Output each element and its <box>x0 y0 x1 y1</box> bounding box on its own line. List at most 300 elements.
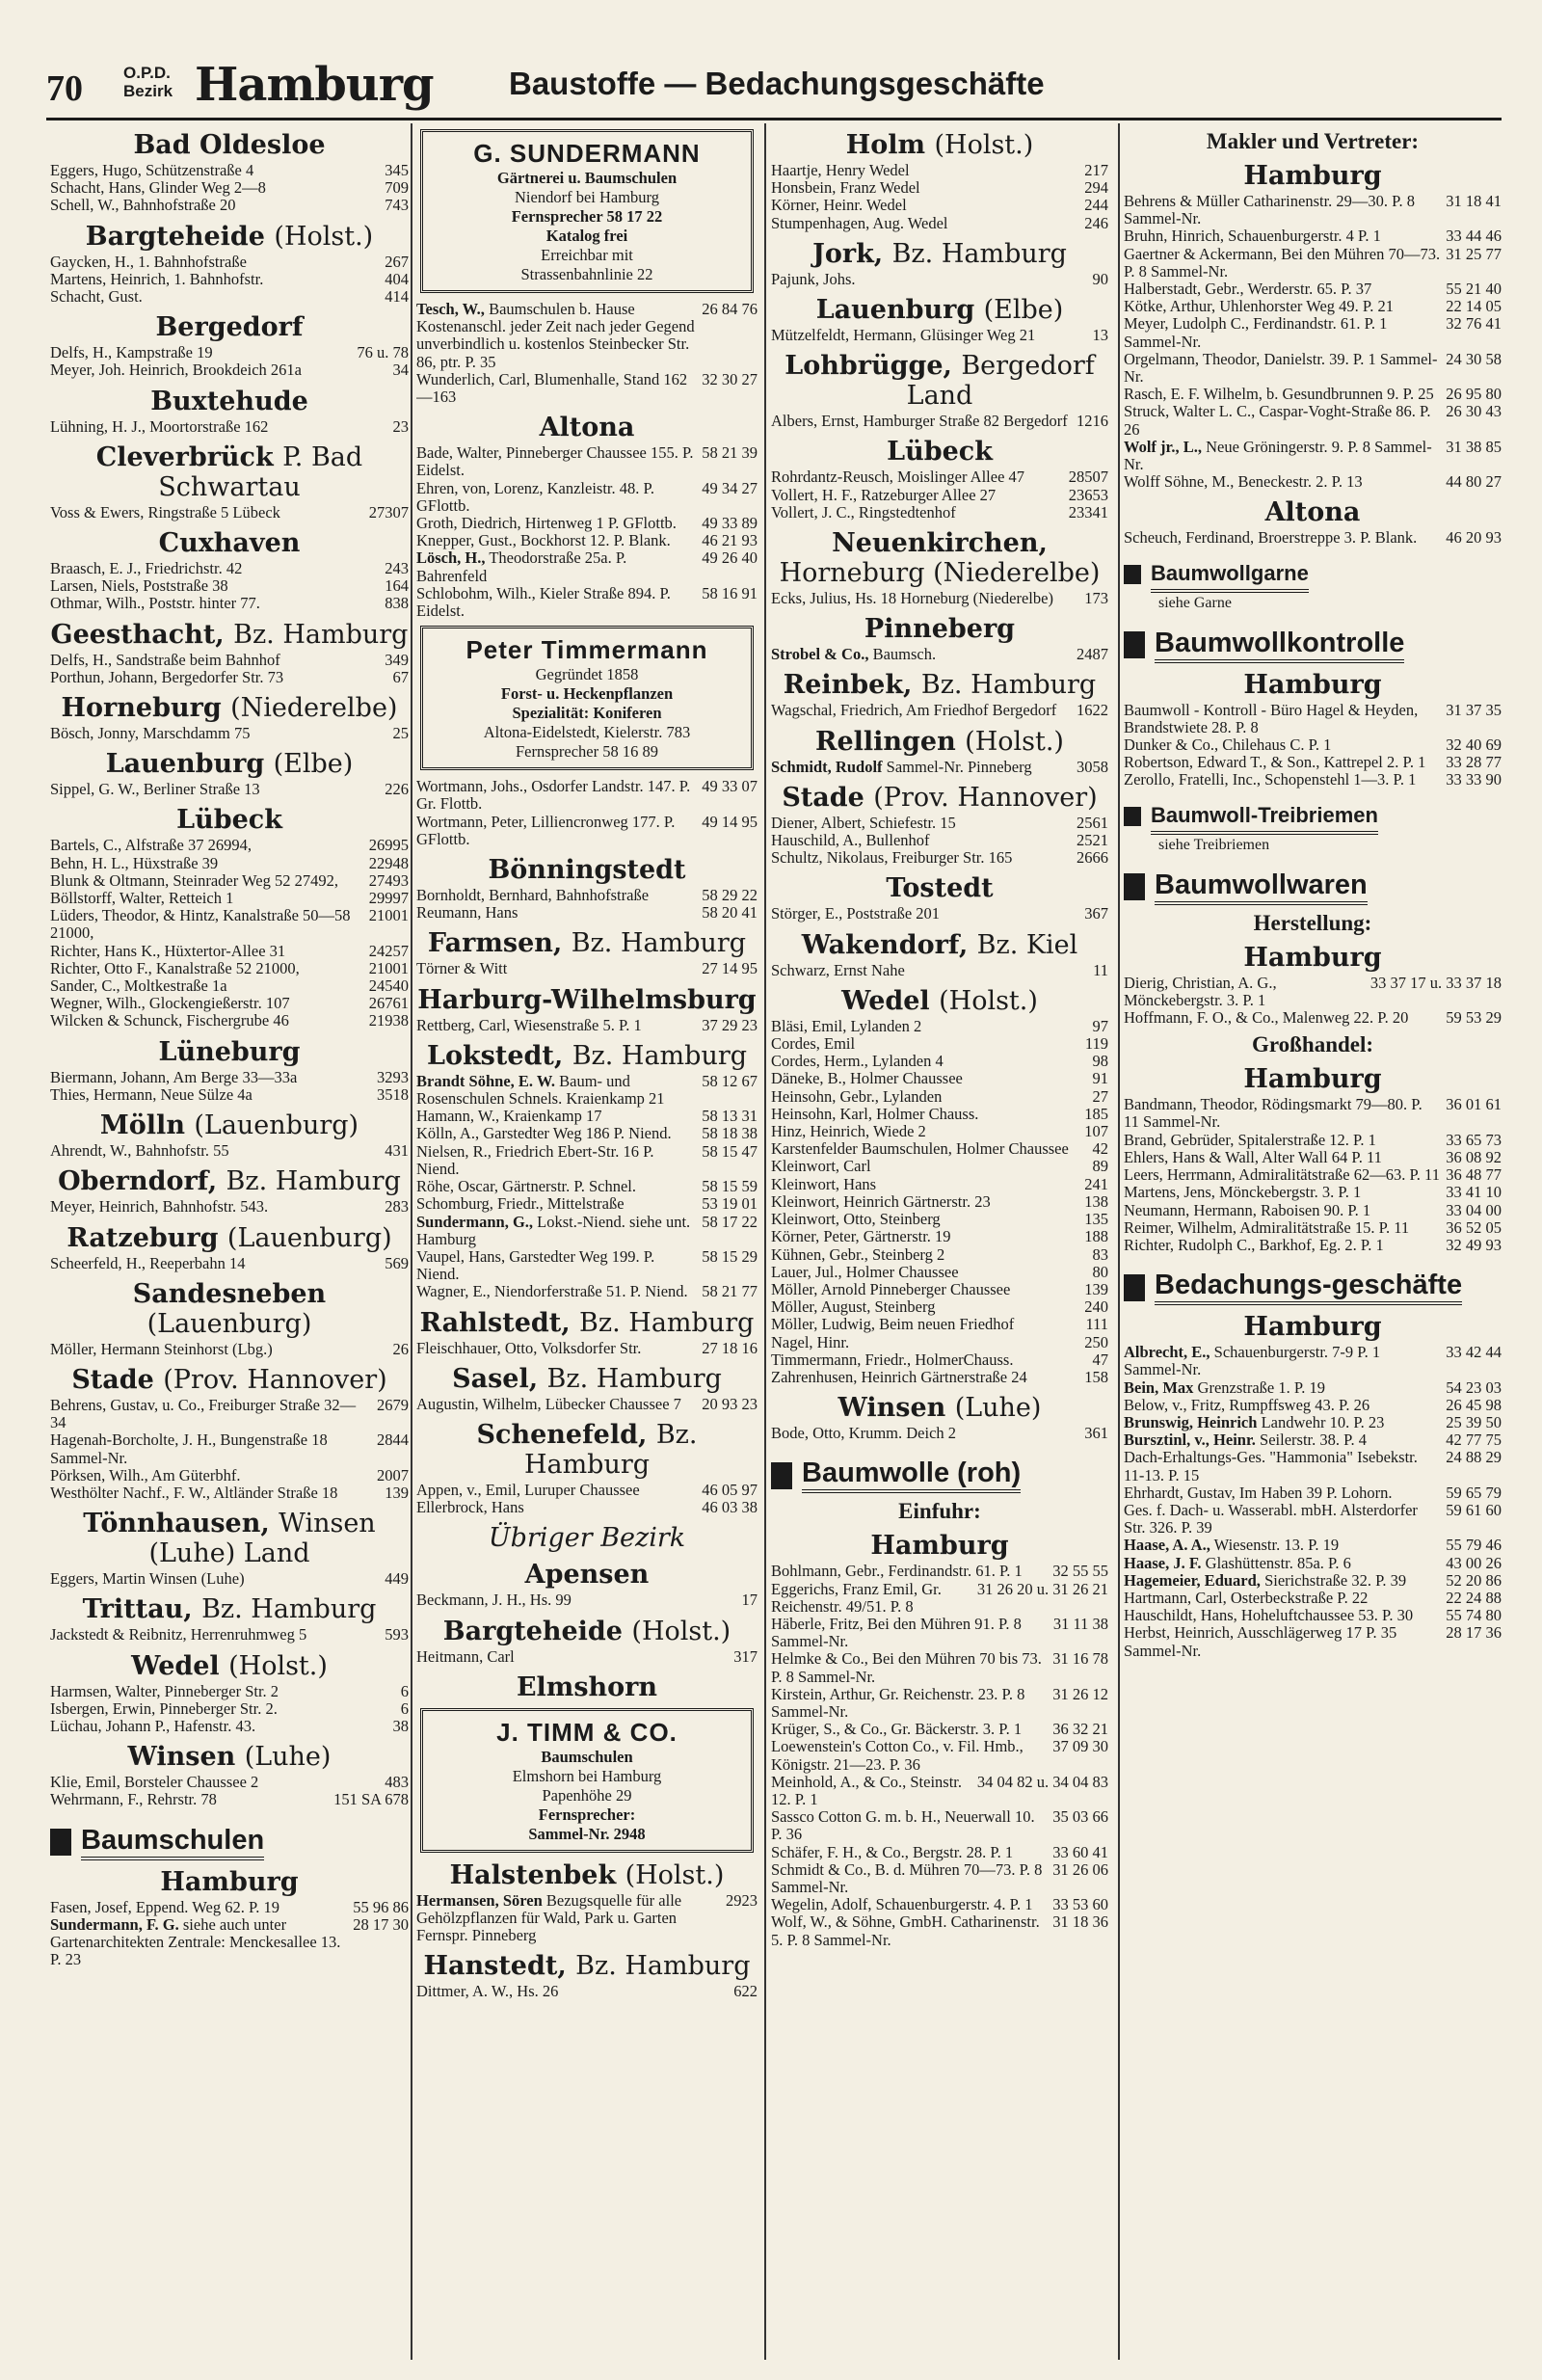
entry-text: Bläsi, Emil, Lylanden 2 <box>771 1016 922 1035</box>
place-heading <box>416 1860 758 1890</box>
directory-entry <box>1124 1449 1502 1484</box>
see-also: siehe Treibriemen <box>1158 836 1270 853</box>
ad-line: Spezialität: Koniferen <box>512 704 662 723</box>
entry-phone: 36 52 05 <box>1446 1217 1502 1237</box>
entry-phone: 80 <box>1092 1262 1108 1281</box>
directory-entry <box>1124 298 1502 315</box>
place-heading <box>416 855 758 885</box>
entry-text: Möller, Arnold Pinneberger Chaussee <box>771 1279 1011 1298</box>
place-heading <box>50 1594 409 1624</box>
entry-phone: 31 37 35 <box>1446 700 1502 719</box>
entry-text: Grenzstraße 1. P. 19 <box>1197 1377 1325 1397</box>
entry-name <box>771 1738 1047 1773</box>
entry-phone: 27 <box>1092 1086 1108 1106</box>
place-suffix: Bz. Kiel <box>976 929 1078 960</box>
column-2 <box>416 123 758 2369</box>
entry-phone: 58 29 22 <box>702 886 758 905</box>
directory-entry <box>50 872 409 890</box>
entry-name <box>1124 298 1440 315</box>
entry-name <box>416 1648 728 1666</box>
entry-name <box>771 1088 1087 1106</box>
entry-name <box>50 162 379 179</box>
entry-name <box>771 162 1078 179</box>
directory-entry <box>50 837 409 854</box>
directory-entry <box>416 585 758 620</box>
directory-entry <box>50 595 409 612</box>
entry-name <box>1124 439 1440 473</box>
place-heading <box>771 873 1108 903</box>
entry-phone: 246 <box>1084 213 1108 232</box>
entry-name <box>50 855 363 872</box>
entry-text: Scheuch, Ferdinand, Broerstreppe 3. P. Blank. <box>1124 528 1418 548</box>
directory-entry <box>771 1176 1108 1193</box>
entry-text: Eggers, Martin Winsen (Luhe) <box>50 1569 245 1589</box>
entry-text: Däneke, B., Holmer Chaussee <box>771 1069 963 1088</box>
directory-entry <box>771 1070 1108 1087</box>
directory-entry <box>416 1017 758 1034</box>
place-suffix: (Luhe) <box>244 1742 332 1773</box>
entry-text: Augustin, Wilhelm, Lübecker Chaussee 7 <box>416 1394 681 1413</box>
place-name: Bönningstedt <box>488 855 686 886</box>
entry-phone: 83 <box>1092 1244 1108 1264</box>
directory-entry <box>416 1482 758 1499</box>
place-suffix: Bz. Hamburg <box>920 670 1097 701</box>
entry-phone: 483 <box>385 1773 409 1792</box>
entry-phone: 90 <box>1092 269 1108 288</box>
subheading: Makler und Vertreter: <box>1206 129 1420 153</box>
directory-entry <box>771 1281 1108 1298</box>
category-marker <box>1124 873 1145 900</box>
directory-entry <box>1124 193 1502 227</box>
entry-phone: 11 <box>1093 960 1108 979</box>
entry-text: Dittmer, A. W., Hs. 26 <box>416 1982 559 2001</box>
entry-text: Schultz, Nikolaus, Freiburger Str. 165 <box>771 848 1013 868</box>
entry-text: Othmar, Wilh., Poststr. hinter 77. <box>50 594 260 613</box>
entry-phone: 44 80 27 <box>1446 472 1502 492</box>
place-heading <box>50 749 409 779</box>
entry-phone: 58 18 38 <box>702 1124 758 1143</box>
category-heading <box>771 1457 1108 1493</box>
entry-text: Neue Gröningerstr. 9. P. 8 Sammel-Nr. <box>1124 437 1432 474</box>
entry-phone: 2521 <box>1077 831 1108 850</box>
entry-name <box>416 1178 696 1195</box>
entry-phone: 49 34 27 <box>702 478 758 497</box>
entry-phone: 23 <box>392 416 409 436</box>
entry-phone: 13 <box>1092 326 1108 345</box>
entry-text: Martens, Heinrich, 1. Bahnhofstr. <box>50 269 264 288</box>
entry-text: Gaycken, H., 1. Bahnhofstraße <box>50 252 247 271</box>
entry-phone: 42 77 75 <box>1446 1431 1502 1450</box>
entry-phone: 188 <box>1084 1227 1108 1246</box>
entry-text: Schmidt & Co., B. d. Mühren 70—73. P. 8 Sammel-Nr. <box>771 1859 1043 1896</box>
entry-text: Möller, August, Steinberg <box>771 1297 936 1317</box>
entry-text: Cordes, Emil <box>771 1034 856 1054</box>
entry-phone: 164 <box>385 576 409 596</box>
directory-entry <box>50 781 409 798</box>
entry-text: Beckmann, J. H., Hs. 99 <box>416 1591 572 1610</box>
entry-text: Kölln, A., Garstedter Weg 186 P. Niend. <box>416 1124 672 1143</box>
category-heading <box>1124 557 1502 593</box>
place-heading <box>50 1867 409 1897</box>
entry-text: Meinhold, A., & Co., Steinstr. 12. P. 1 <box>771 1772 963 1808</box>
entry-phone: 58 21 39 <box>702 443 758 463</box>
entry-phone: 151 SA 678 <box>333 1790 409 1809</box>
place-name: Sasel, <box>452 1363 539 1394</box>
directory-entry <box>771 1211 1108 1228</box>
place-name: Neuenkirchen, <box>832 528 1048 559</box>
directory-entry <box>50 1916 409 1969</box>
place-heading <box>416 1364 758 1394</box>
entry-name <box>416 371 696 406</box>
entry-text: Robertson, Edward T., & Son., Kattrepel 2. P. 1 <box>1124 753 1426 772</box>
place-heading <box>50 1279 409 1339</box>
place-heading <box>50 1037 409 1067</box>
entry-phone: 593 <box>385 1625 409 1645</box>
entry-name <box>50 1397 371 1431</box>
entry-phone: 32 76 41 <box>1446 314 1502 334</box>
entry-name <box>416 960 696 977</box>
place-heading <box>50 1365 409 1395</box>
place-heading <box>416 985 758 1015</box>
directory-entry <box>416 778 758 813</box>
entry-phone: 76 u. 78 <box>357 343 409 362</box>
entry-name <box>771 1070 1087 1087</box>
place-heading <box>771 783 1108 813</box>
entry-phone: 24 30 58 <box>1446 349 1502 368</box>
entry-text: Nagel, Hinr. <box>771 1332 850 1351</box>
entry-name <box>50 1916 347 1969</box>
entry-text: Bruhn, Hinrich, Schauenburgerstr. 4 P. 1 <box>1124 227 1381 246</box>
entry-phone: 59 61 60 <box>1446 1500 1502 1519</box>
entry-name <box>416 532 696 549</box>
entry-phone: 25 39 50 <box>1446 1412 1502 1431</box>
directory-entry <box>416 1073 758 1108</box>
entry-name <box>416 1214 696 1248</box>
entry-name <box>50 344 351 361</box>
directory-entry <box>416 1499 758 1516</box>
directory-entry <box>1124 1555 1502 1572</box>
directory-entry <box>416 444 758 479</box>
directory-entry <box>771 590 1108 607</box>
category-marker <box>1124 565 1141 584</box>
entry-text: Wolff Söhne, M., Beneckestr. 2. P. 13 <box>1124 472 1363 492</box>
directory-entry <box>50 652 409 669</box>
place-heading <box>50 1742 409 1772</box>
directory-entry <box>50 1484 409 1502</box>
entry-phone: 3293 <box>377 1067 409 1086</box>
entry-text: Schomburg, Friedr., Mittelstraße <box>416 1194 625 1214</box>
place-name: Altona <box>539 413 635 443</box>
place-heading <box>771 670 1108 700</box>
entry-phone: 431 <box>385 1141 409 1161</box>
entry-name <box>416 515 696 532</box>
place-name: Lübeck <box>176 805 282 836</box>
directory-entry <box>1124 1624 1502 1659</box>
place-suffix: (Elbe) <box>273 749 354 780</box>
entry-text: Dunker & Co., Chilehaus C. P. 1 <box>1124 735 1332 755</box>
entry-name <box>771 1351 1087 1369</box>
entry-phone: 33 60 41 <box>1052 1842 1108 1861</box>
entry-phone: 24 88 29 <box>1446 1448 1502 1467</box>
category-title: Baumwollgarne <box>1151 557 1309 593</box>
directory-entry <box>771 504 1108 521</box>
entry-phone: 138 <box>1084 1191 1108 1211</box>
entry-name <box>771 759 1071 776</box>
directory-entry <box>1124 1397 1502 1414</box>
place-name: Tostedt <box>886 873 994 904</box>
entry-phone: 283 <box>385 1197 409 1217</box>
entry-text: Böllstorff, Walter, Retteich 1 <box>50 889 234 908</box>
entry-phone: 25 <box>392 724 409 743</box>
directory-entry <box>50 1899 409 1916</box>
place-name: Altona <box>1264 497 1361 528</box>
ad-line: Papenhöhe 29 <box>542 1785 632 1805</box>
directory-entry <box>1124 754 1502 771</box>
entry-name <box>50 361 387 379</box>
entry-name <box>771 1650 1047 1685</box>
entry-text: Neumann, Hermann, Raboisen 90. P. 1 <box>1124 1200 1371 1219</box>
entry-name <box>771 1123 1078 1140</box>
entry-text: Karstenfelder Baumschulen, Holmer Chaussee <box>771 1139 1069 1159</box>
entry-phone: 1622 <box>1077 701 1108 720</box>
entry-text: Eggerichs, Franz Emil, Gr. Reichenstr. 49/51. P. 8 <box>771 1579 942 1616</box>
entry-phone: 35 03 66 <box>1052 1807 1108 1827</box>
ad-line: Fernsprecher: <box>538 1805 636 1824</box>
entry-text: Wagner, E., Niendorferstraße 51. P. Niend. <box>416 1282 688 1301</box>
directory-entry <box>416 371 758 406</box>
entry-text: Rasch, E. F. Wilhelm, b. Gesundbrunnen 9. P. 25 <box>1124 385 1434 404</box>
entry-text: Zerollo, Fratelli, Inc., Schopenstehl 1—3. P. 1 <box>1124 770 1417 789</box>
directory-entry <box>416 480 758 515</box>
directory-entry <box>771 702 1108 719</box>
entry-phone: 2923 <box>726 1890 758 1910</box>
entry-name <box>771 1616 1048 1650</box>
directory-entry <box>1124 246 1502 281</box>
entry-text: Möller, Ludwig, Beim neuen Friedhof <box>771 1315 1015 1334</box>
directory-entry <box>416 1108 758 1125</box>
entry-name <box>50 288 379 306</box>
entry-name <box>416 480 696 515</box>
place-name: Lauenburg <box>105 749 265 780</box>
entry-phone: 31 26 20 u. 31 26 21 <box>976 1579 1108 1598</box>
directory-entry <box>771 1650 1108 1685</box>
place-heading <box>771 437 1108 467</box>
entry-name <box>50 837 363 854</box>
entry-text: Westhölter Nachf., F. W., Altländer Straße 18 <box>50 1483 338 1502</box>
directory-entry <box>771 215 1108 232</box>
entry-name <box>50 1626 379 1644</box>
place-name: Hamburg <box>870 1531 1009 1562</box>
entry-firm: Tesch, W., <box>416 300 485 318</box>
directory-entry <box>416 887 758 904</box>
place-name: Winsen <box>837 1393 946 1424</box>
directory-entry <box>416 960 758 977</box>
entry-text: Reumann, Hans <box>416 903 518 923</box>
entry-phone: 243 <box>385 559 409 578</box>
entry-text: Baumsch. <box>872 645 937 664</box>
entry-phone: 26995 <box>368 836 409 855</box>
entry-text: Richter, Rudolph C., Barkhof, Eg. 2. P. 1 <box>1124 1235 1384 1254</box>
ad-line: Sammel-Nr. 2948 <box>528 1824 646 1843</box>
directory-entry <box>771 271 1108 288</box>
entry-text: Sierichstraße 32. P. 39 <box>1264 1570 1407 1590</box>
entry-phone: 49 33 89 <box>702 514 758 533</box>
entry-text: Sippel, G. W., Berliner Straße 13 <box>50 780 260 799</box>
entry-name <box>771 1913 1047 1948</box>
directory-entry <box>50 197 409 214</box>
entry-text: Häberle, Fritz, Bei den Mühren 91. P. 8 Sammel-Nr. <box>771 1614 1022 1651</box>
entry-phone: 139 <box>1084 1279 1108 1298</box>
directory-entry <box>50 1255 409 1272</box>
directory-entry <box>771 487 1108 504</box>
place-suffix: (Luhe) <box>954 1393 1042 1424</box>
entry-name <box>50 254 379 271</box>
place-heading <box>416 1523 758 1553</box>
entry-name <box>416 549 696 584</box>
column-3 <box>771 123 1108 2369</box>
entry-name <box>1124 281 1440 298</box>
entry-name <box>50 872 363 890</box>
entry-phone: 22 24 88 <box>1446 1588 1502 1607</box>
entry-phone: 33 04 00 <box>1446 1200 1502 1219</box>
entry-name <box>416 1396 696 1413</box>
directory-entry <box>50 254 409 271</box>
entry-phone: 2561 <box>1077 813 1108 832</box>
directory-entry <box>416 1214 758 1248</box>
place-suffix: P. Bad Schwartau <box>158 441 363 502</box>
entry-text: Blunk & Oltmann, Steinrader Weg 52 27492, <box>50 870 338 890</box>
entry-name <box>416 444 696 479</box>
entry-name <box>50 669 387 686</box>
entry-phone: 26761 <box>368 994 409 1013</box>
entry-text: Seilerstr. 38. P. 4 <box>1260 1431 1367 1450</box>
directory-entry <box>1124 1431 1502 1449</box>
entry-firm: Haase, J. F. <box>1124 1553 1202 1572</box>
entry-text: Ehlers, Hans & Wall, Alter Wall 64 P. 11 <box>1124 1147 1382 1166</box>
entry-name <box>771 1581 971 1616</box>
place-name: Hamburg <box>1243 942 1382 973</box>
entry-phone: 33 44 46 <box>1446 227 1502 246</box>
place-heading <box>416 1951 758 1981</box>
entry-name <box>50 1570 379 1588</box>
place-heading <box>50 693 409 723</box>
entry-name <box>1124 1624 1440 1659</box>
entry-text: Richter, Hans K., Hüxtertor-Allee 31 <box>50 941 286 960</box>
entry-phone: 217 <box>1084 161 1108 179</box>
entry-name <box>1124 736 1440 754</box>
entry-text: Braasch, E. J., Friedrichstr. 42 <box>50 559 243 578</box>
entry-text: Sassco Cotton G. m. b. H., Neuerwall 10. P. 36 <box>771 1807 1035 1844</box>
place-name: Harburg-Wilhelmsburg <box>417 984 757 1015</box>
entry-phone: 22948 <box>368 853 409 872</box>
ad-line: Peter Timmermann <box>465 635 708 665</box>
entry-text: Baumschulen b. Hause Kostenanschl. jeder Zeit nach jeder Gegend unverbindlich u. kostenlos Steinbecker Str. 86, ptr. P. 35 <box>416 300 695 371</box>
entry-phone: 26 30 43 <box>1446 402 1502 421</box>
entry-name <box>771 1369 1078 1386</box>
place-heading <box>416 1041 758 1071</box>
entry-name <box>50 1431 371 1466</box>
entry-text: Kleinwort, Heinrich Gärtnerstr. 23 <box>771 1191 991 1211</box>
place-name: Hamburg <box>1243 669 1382 700</box>
entry-text: Körner, Heinr. Wedel <box>771 196 907 215</box>
entry-text: Diener, Albert, Schiefestr. 15 <box>771 813 956 832</box>
entry-name <box>771 1686 1047 1721</box>
entry-name <box>416 1017 696 1034</box>
directory-entry <box>50 1431 409 1466</box>
entry-name <box>50 1700 395 1718</box>
directory-entry <box>50 1570 409 1588</box>
entry-phone: 58 20 41 <box>702 903 758 923</box>
entry-firm: Albrecht, E., <box>1124 1343 1210 1362</box>
entry-text: Wortmann, Peter, Lilliencronweg 177. P. GFlottb. <box>416 812 676 848</box>
directory-entry <box>50 504 409 521</box>
place-name: Hamburg <box>1243 1312 1382 1343</box>
entry-text: Lühning, H. J., Moortorstraße 162 <box>50 416 269 436</box>
directory-entry <box>771 1351 1108 1369</box>
entry-text: Voss & Ewers, Ringstraße 5 Lübeck <box>50 502 280 521</box>
entry-name <box>416 1108 696 1125</box>
place-heading <box>771 986 1108 1016</box>
directory-entry <box>771 1581 1108 1616</box>
entry-name <box>416 814 696 848</box>
directory-entry <box>50 1069 409 1086</box>
directory-entry <box>1124 281 1502 298</box>
entry-name <box>1124 351 1440 386</box>
entry-text: Sammel-Nr. Pinneberg <box>886 757 1032 776</box>
entry-name <box>50 418 387 436</box>
entry-phone: 58 15 29 <box>702 1246 758 1266</box>
place-suffix: (Holst.) <box>965 726 1064 757</box>
entry-text: Glashüttenstr. 85a. P. 6 <box>1205 1553 1351 1572</box>
entry-name <box>771 327 1087 344</box>
entry-phone: 58 15 59 <box>702 1177 758 1196</box>
entry-text: Behn, H. L., Hüxstraße 39 <box>50 853 219 872</box>
entry-phone: 32 55 55 <box>1052 1562 1108 1581</box>
directory-entry <box>771 1721 1108 1738</box>
directory-entry <box>50 1774 409 1791</box>
entry-name <box>50 179 379 197</box>
entry-text: Larsen, Niels, Poststraße 38 <box>50 576 228 596</box>
directory-entry <box>771 1140 1108 1158</box>
directory-entry <box>771 832 1108 849</box>
directory-entry <box>1124 702 1502 736</box>
entry-name <box>771 179 1078 197</box>
place-name: Lokstedt, <box>426 1040 564 1071</box>
entry-phone: 31 18 36 <box>1052 1912 1108 1932</box>
entry-text: Loewenstein's Cotton Co., v. Fil. Hmb., Königstr. 21—23. P. 36 <box>771 1737 1024 1774</box>
place-heading <box>416 1308 758 1338</box>
entry-phone: 31 18 41 <box>1446 192 1502 210</box>
directory-entry <box>1124 227 1502 245</box>
entry-text: Halberstadt, Gebr., Werderstr. 65. P. 37 <box>1124 280 1372 299</box>
entry-text: Rohrdantz-Reusch, Moislinger Allee 47 <box>771 468 1025 487</box>
entry-phone: 158 <box>1084 1367 1108 1386</box>
directory-entry <box>771 197 1108 214</box>
entry-text: Ges. f. Dach- u. Wasserabl. mbH. Alsterdorfer Str. 326. P. 39 <box>1124 1500 1418 1538</box>
entry-name <box>416 1499 696 1516</box>
place-name: Buxtehude <box>150 386 308 416</box>
entry-phone: 59 53 29 <box>1446 1008 1502 1028</box>
entry-phone: 31 25 77 <box>1446 244 1502 263</box>
place-heading <box>771 614 1108 644</box>
entry-name <box>1124 1184 1440 1201</box>
entry-phone: 185 <box>1084 1104 1108 1123</box>
entry-name <box>1124 1537 1440 1554</box>
page-header <box>46 60 1502 116</box>
entry-name <box>50 1069 371 1086</box>
entry-name <box>1124 1449 1440 1484</box>
entry-name <box>1124 193 1440 227</box>
